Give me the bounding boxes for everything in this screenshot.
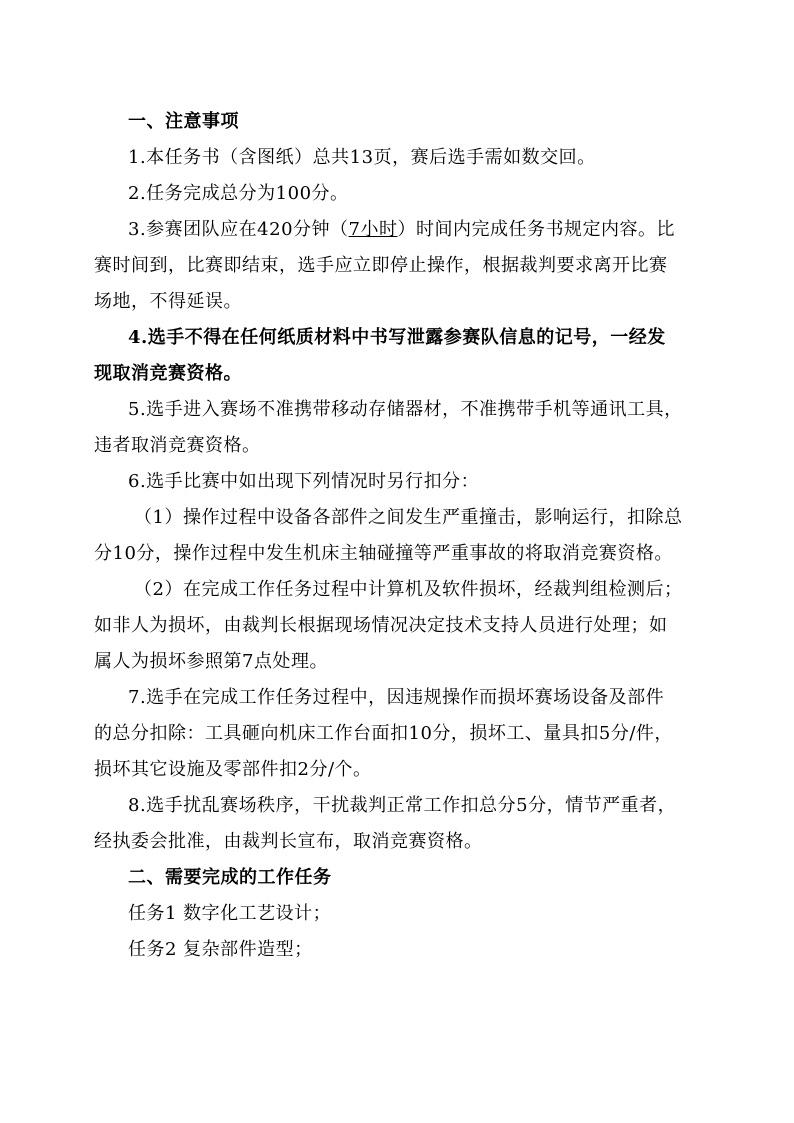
note-3-line-1: [94, 212, 694, 248]
note-6: 6.选手比赛中如出现下列情况时另行扣分：: [128, 471, 480, 492]
note-6-item-2-line-1: （2）在完成工作任务过程中计算机及软件损坏，经裁判组检测后；: [134, 579, 683, 600]
note-7-line-3: 损坏其它设施及零部件扣2分/个。: [94, 759, 372, 780]
note-1: 1.本任务书（含图纸）总共13页，赛后选手需如数交回。: [128, 147, 596, 168]
note-3-text-b: ）时间内完成任务书规定内容。比: [397, 219, 675, 240]
note-5-line-1: 5.选手进入赛场不准携带移动存储器材，不准携带手机等通讯工具，: [128, 399, 683, 420]
note-4-line-1: 4.选手不得在任何纸质材料中书写泄露参赛队信息的记号，一经发: [128, 327, 666, 348]
section-heading-notes: 一、注意事项: [128, 111, 239, 132]
note-6-item-2-line-2: 如非人为损坏，由裁判长根据现场情况决定技术支持人员进行处理；如: [94, 615, 668, 636]
note-8-line-2: 经执委会批准，由裁判长宣布，取消竞赛资格。: [94, 831, 483, 852]
note-5-line-2: 违者取消竞赛资格。: [94, 435, 261, 456]
task-1: 任务1 数字化工艺设计；: [128, 903, 332, 924]
note-3-text-a: 3.参赛团队应在420分钟（: [128, 219, 349, 240]
section-heading-tasks: 二、需要完成的工作任务: [128, 867, 332, 888]
note-7-line-2: 的总分扣除：工具砸向机床工作台面扣10分，损坏工、量具扣5分/件，: [94, 723, 673, 744]
task-2: 任务2 复杂部件造型；: [128, 939, 313, 960]
note-3-line-2: 赛时间到，比赛即结束，选手应立即停止操作，根据裁判要求离开比赛: [94, 255, 668, 276]
note-6-item-1-line-1: （1）操作过程中设备各部件之间发生严重撞击，影响运行，扣除总: [134, 507, 683, 528]
note-7-line-1: 7.选手在完成工作任务过程中，因违规操作而损坏赛场设备及部件: [128, 687, 665, 708]
note-6-item-2-line-3: 属人为损坏参照第7点处理。: [94, 651, 328, 672]
document-body: [94, 104, 694, 968]
note-4-line-2: 现取消竞赛资格。: [94, 363, 242, 384]
note-3-line-3: 场地，不得延误。: [94, 291, 242, 312]
note-3-duration: 7小时: [348, 219, 398, 240]
note-8-line-1: 8.选手扰乱赛场秩序，干扰裁判正常工作扣总分5分，情节严重者，: [128, 795, 677, 816]
note-6-item-1-line-2: 分10分，操作过程中发生机床主轴碰撞等严重事故的将取消竞赛资格。: [94, 543, 673, 564]
note-2: 2.任务完成总分为100分。: [128, 183, 349, 204]
